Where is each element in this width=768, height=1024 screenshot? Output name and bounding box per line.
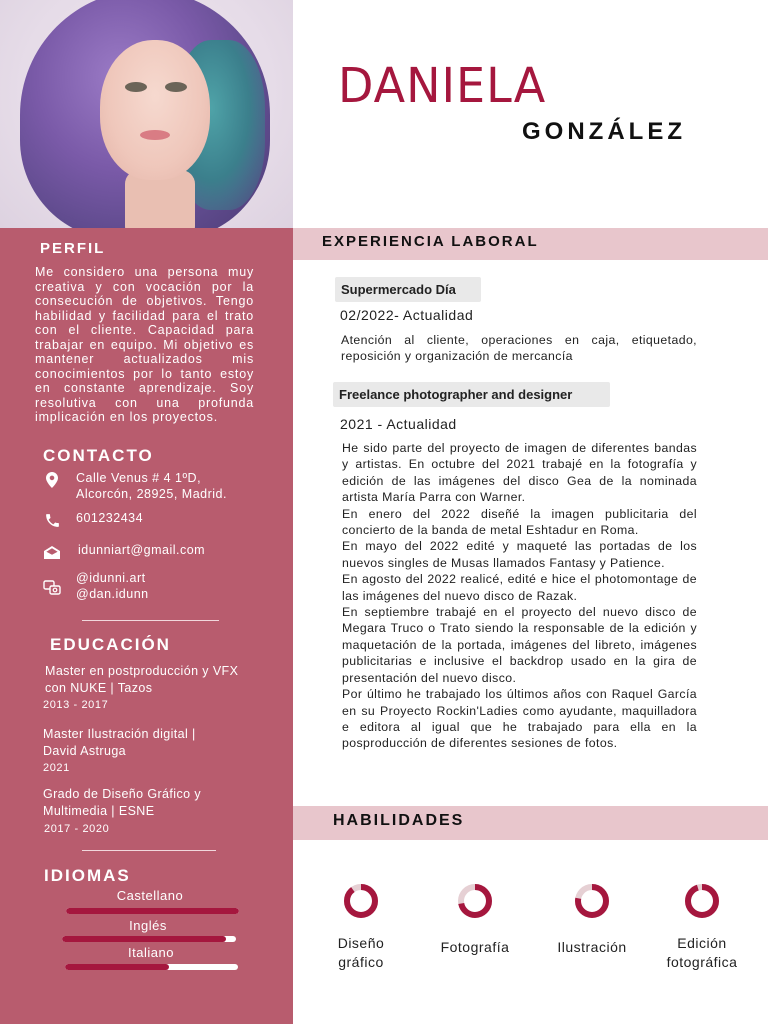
language-level-bar — [62, 936, 236, 942]
job-dates: 02/2022- Actualidad — [340, 307, 474, 323]
experience-band — [293, 228, 768, 260]
job-description: He sido parte del proyecto de imagen de diferentes bandas y artistas. En octubre del 2021 trabajé en la fotografía y edición de las imágenes del disco Gea de la nominada artista María Parra con Warner. En enero del 2022 diseñé la imagen publicitaria del concierto de la banda de metal Eshtadur en Roma. En mayo del 2022 edité y maqueté las portadas de los nuevos singles de Musas llamados Fantasy y Patience. En agosto del 2022 realicé, edité e hice el photomontage de las imágenes del nuevo disco de Razak. En septiembre trabajé en el proyecto del nuevo disco de Megara Truco o Trato siendo la responsable de la edición y maquetación de la portada, imágenes del libreto, imágenes publicitarias e inclusive el backdrop usado en la gira de presentación del nuevo disco. Por último he trabajado los últimos años con Raquel García en su Proyecto Rockin'Ladies como ayudante, maquilladora e editora al igual que he trabajado para ella en la posproducción de diferentes sesiones de fotos. — [342, 441, 697, 751]
job-company: Supermercado Día — [335, 277, 481, 302]
last-name: GONZÁLEZ — [522, 118, 686, 145]
skill-level-donut — [457, 883, 493, 919]
contact-social — [42, 570, 149, 602]
contact-address — [42, 470, 227, 502]
first-name: DANIELA — [338, 56, 547, 114]
address-line1: Calle Venus # 4 1ºD, — [76, 471, 202, 485]
phone-number[interactable]: 601232434 — [76, 511, 144, 525]
job-description: Atención al cliente, operaciones en caja, etiquetado, reposición y organización de mercancía — [341, 333, 697, 364]
education-years: 2017 - 2020 — [44, 823, 110, 835]
experience-title: EXPERIENCIA LABORAL — [322, 233, 539, 250]
job-dates: 2021 - Actualidad — [340, 416, 457, 432]
skill-level-arc — [688, 887, 716, 915]
skill-level-donut — [684, 883, 720, 919]
skill-level-donut — [574, 883, 610, 919]
education-item: Master en postproducción y VFX con NUKE | Tazos — [45, 664, 239, 695]
address-line2: Alcorcón, 28925, Madrid. — [76, 487, 227, 501]
divider — [82, 850, 216, 851]
language-name: Castellano — [116, 888, 184, 903]
skill-level-donut — [343, 883, 379, 919]
job-company: Freelance photographer and designer — [333, 382, 610, 407]
contact-title: CONTACTO — [43, 446, 154, 465]
skill-item: Ilustración — [546, 883, 638, 957]
education-years: 2013 - 2017 — [43, 699, 109, 711]
skill-item: Fotografía — [430, 883, 520, 957]
contact-phone — [42, 510, 143, 530]
language-name: Italiano — [128, 945, 174, 960]
sidebar — [0, 0, 293, 1024]
education-item: Grado de Diseño Gráfico y Multimedia | ESNE — [43, 787, 201, 818]
envelope-icon — [42, 542, 62, 562]
skills-band — [293, 806, 768, 840]
skill-level-arc — [347, 887, 375, 915]
language-level-bar — [65, 964, 238, 970]
social-handle-2[interactable]: @dan.idunn — [76, 587, 149, 601]
skills-title: HABILIDADES — [333, 812, 465, 829]
languages-title: IDIOMAS — [44, 866, 131, 885]
location-pin-icon — [42, 470, 62, 490]
phone-icon — [42, 510, 62, 530]
profile-text: Me considero una persona muy creativa y con vocación por la consecución de objetivos. Tengo habilidad y facilidad para el trato con el cliente. Capacidad para trabajar en equipo. Mi objetivo es mantener actualizados mis conocimientos por lo tanto estoy en constante aprendizaje. Soy resolutiva con una profunda implicación en los proyectos. — [35, 265, 254, 424]
education-item: Master Ilustración digital | David Astruga — [43, 727, 196, 758]
social-media-icon — [42, 578, 62, 598]
email-address[interactable]: idunniart@gmail.com — [78, 543, 206, 557]
skill-item: Edición fotográfica — [650, 883, 754, 972]
skill-item: Diseño gráfico — [322, 883, 400, 972]
profile-title: PERFIL — [40, 240, 106, 257]
divider — [82, 620, 219, 621]
social-handle-1[interactable]: @idunni.art — [76, 571, 146, 585]
language-level-bar — [66, 908, 239, 914]
language-name: Inglés — [129, 918, 167, 933]
education-years: 2021 — [43, 762, 70, 774]
profile-photo — [0, 0, 293, 228]
contact-email — [42, 542, 205, 562]
education-title: EDUCACIÓN — [50, 635, 171, 654]
